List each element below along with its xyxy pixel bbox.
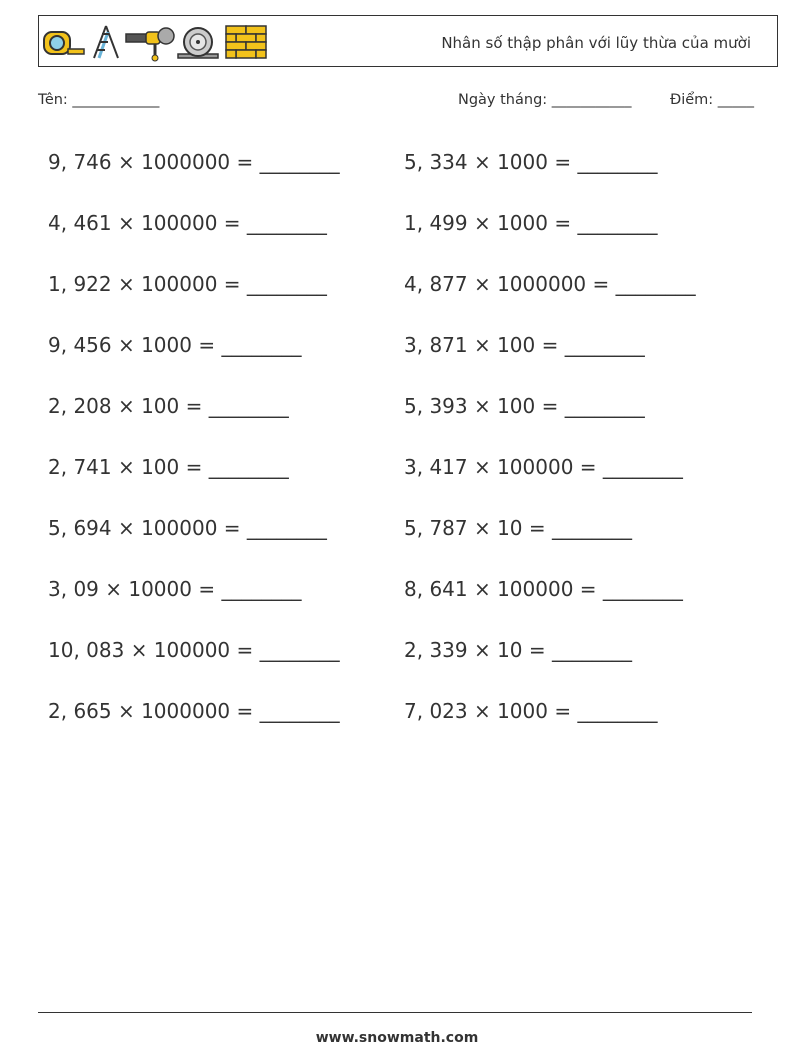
name-field-label: Tên: ____________ (38, 92, 160, 108)
header-icons (42, 22, 272, 62)
angle-grinder-icon (126, 28, 174, 61)
tape-measure-icon (44, 32, 84, 54)
problem-right-3: 4, 877 × 1000000 = ________ (404, 272, 696, 296)
problem-left-8: 3, 09 × 10000 = ________ (48, 577, 302, 601)
problem-left-2: 4, 461 × 100000 = ________ (48, 211, 327, 235)
circular-saw-icon (178, 28, 218, 58)
problem-right-9: 2, 339 × 10 = ________ (404, 638, 633, 662)
score-field-label: Điểm: _____ (670, 92, 755, 108)
date-field-label: Ngày tháng: ___________ (458, 92, 632, 108)
problem-left-5: 2, 208 × 100 = ________ (48, 394, 289, 418)
problem-right-7: 5, 787 × 10 = ________ (404, 516, 633, 540)
footer-url: www.snowmath.com (315, 1030, 479, 1046)
problem-left-7: 5, 694 × 100000 = ________ (48, 516, 327, 540)
problem-left-3: 1, 922 × 100000 = ________ (48, 272, 327, 296)
brick-wall-icon (226, 26, 266, 58)
problem-right-2: 1, 499 × 1000 = ________ (404, 211, 658, 235)
footer-divider (38, 1012, 752, 1013)
worksheet-title: Nhân số thập phân với lũy thừa của mười (441, 34, 751, 52)
problem-left-1: 9, 746 × 1000000 = ________ (48, 150, 340, 174)
problem-left-6: 2, 741 × 100 = ________ (48, 455, 289, 479)
problem-right-1: 5, 334 × 1000 = ________ (404, 150, 658, 174)
worksheet-header (38, 15, 778, 67)
problem-right-6: 3, 417 × 100000 = ________ (404, 455, 683, 479)
problem-left-4: 9, 456 × 1000 = ________ (48, 333, 302, 357)
problem-left-10: 2, 665 × 1000000 = ________ (48, 699, 340, 723)
problem-right-4: 3, 871 × 100 = ________ (404, 333, 645, 357)
problem-left-9: 10, 083 × 100000 = ________ (48, 638, 340, 662)
problem-right-5: 5, 393 × 100 = ________ (404, 394, 645, 418)
ladder-icon (94, 26, 118, 58)
problem-right-8: 8, 641 × 100000 = ________ (404, 577, 683, 601)
problem-right-10: 7, 023 × 1000 = ________ (404, 699, 658, 723)
